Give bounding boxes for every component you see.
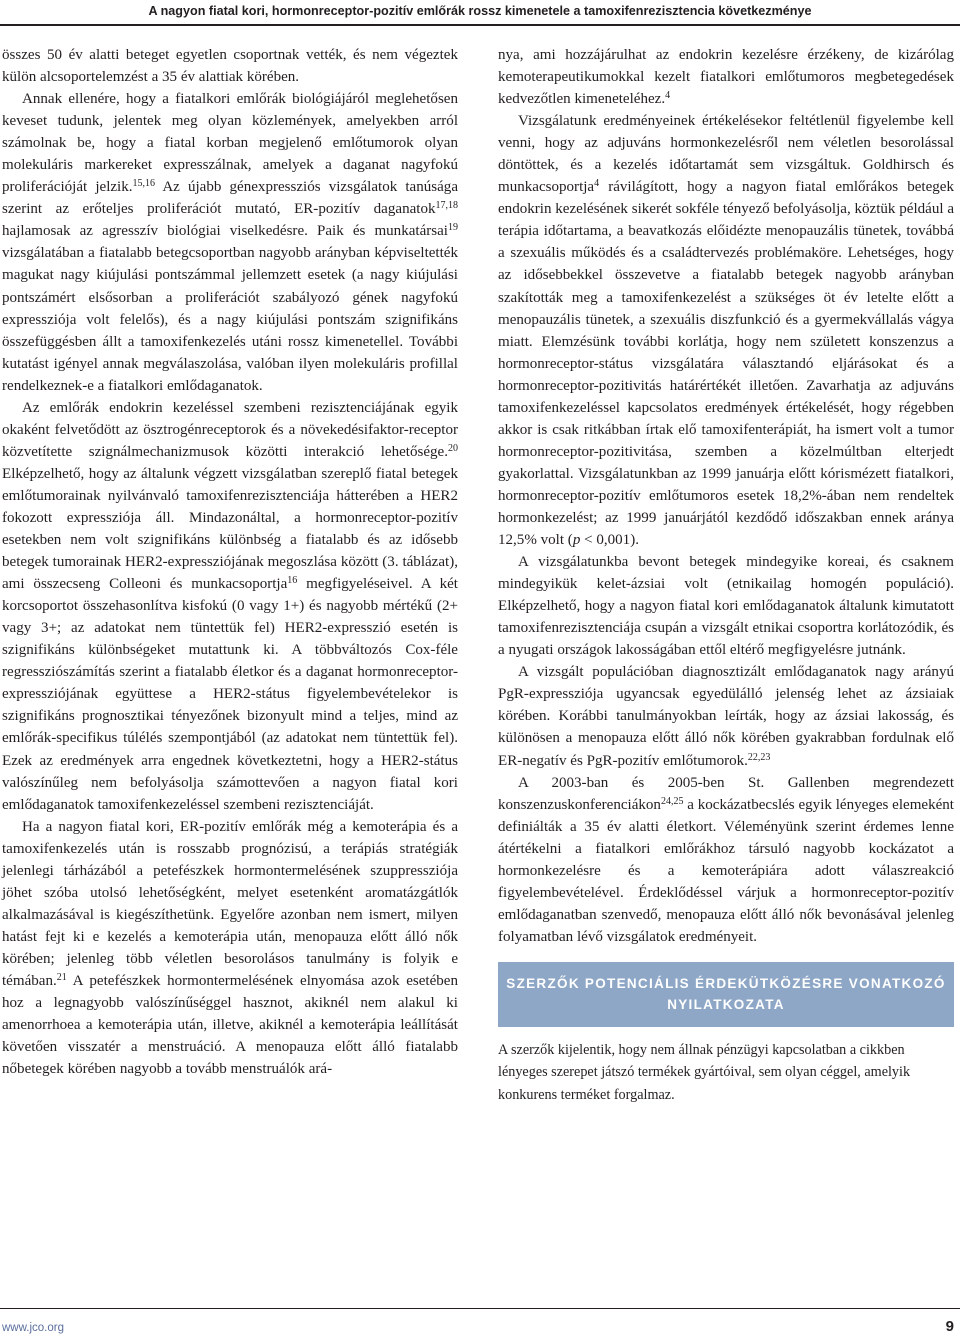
citation: 21 (56, 971, 67, 983)
citation: 4 (594, 178, 600, 190)
citation: 24,25 (660, 795, 684, 807)
right-column (498, 44, 954, 1106)
running-header (0, 0, 960, 26)
left-column (2, 44, 458, 1080)
citation: 17,18 (435, 200, 458, 212)
citation: 20 (448, 442, 458, 454)
footer-url[interactable]: www.jco.org (2, 1322, 64, 1334)
footer-divider (0, 1308, 960, 1309)
paragraph-endocrine-resistance: Az emlőrák endokrin kezeléssel szembeni rezisztenciájának egyik okaként felvetődött az ösztrogénreceptorok és a növekedésifaktor-receptor közvetítette szignálmechanizmusok közötti interakció lehetősége.$^{20}$ Elképzelhető, hogy az általunk végzett vizsgálatban szereplő fiatal betegek emlőtumorainak nyilvánvaló tamoxifenrezisztenciája hátterében a HER2 fokozott expressziója áll. Mindazonáltal, a hormonreceptor-pozitív esetekben nem volt szignifikáns különbség a fiatalabb és az idősebb betegek tumorainak HER2-expressziójának megoszlása között (3. táblázat), ami összecseng Colleoni és munkacsoportja$^{16}$ megfigyeléseivel. A két korcsoportot összehasonlítva kisfokú (0 vagy 1+) és nagyobb mértékű (2+ vagy 3+; az adatokat nem tüntettük fel) HER2-expresszió esetén is szignifikáns különbségeket mutattunk ki. A többváltozós Cox-féle regressziószámítás szerint a fiatalabb életkor és a daganat hormonreceptor-expressziójának együttese a HER2-státus figyelembevételekor is szignifikáns prognosztikai tényezőnek bizonyult mind a teljes, mind az emlőrák-specifikus túlélés szempontjából (az adatokat nem tüntettük fel). Ezek az eredmények arra engednek következtetni, hogy a HER2-státus valószínűleg nem befolyásolja számottevően a nagyon fiatal kori emlődaganatok tamoxifenkezeléssel szembeni rezisztenciáját. (2, 399, 458, 813)
page-number: 9 (945, 1318, 954, 1335)
citation: 4 (665, 90, 671, 102)
disclosure-statement: A szerzők kijelentik, hogy nem állnak pénzügyi kapcsolatban a cikkben lényeges szerepet játszó termékek gyártóival, sem olyan céggel, amelyik konkurens terméket forgalmaz. (498, 1041, 911, 1103)
paragraph-st-gallen: A 2003-ban és 2005-ben St. Gallenben megrendezett konszenzuskonferenciákon$^{24,25}$ a kockázatbecslés egyik lényeges elemeként definiálták a 35 év alatti életkort. Véleményünk szerint érdemes lenne átértékelni a fiatalkori emlőrákhoz társuló nagyobb kockázatot a hormonkezelésre és a kemoterápiára adott válaszreakció figyelembevételével. Érdeklődéssel várjuk a hormonreceptor-pozitív emlődaganatban szenvedő, menopauza előtt álló nők bevonásával jelenleg folyamatban lévő vizsgálatok eredményeit. (498, 774, 954, 945)
citation: 16 (287, 575, 298, 587)
p-value-symbol: p (572, 532, 581, 549)
running-title: A nagyon fiatal kori, hormonreceptor-pozitív emlőrák rossz kimenetele a tamoxifenrezisztencia következménye (148, 4, 812, 18)
paragraph-ovarian-suppression: Ha a nagyon fiatal kori, ER-pozitív emlőrák még a kemoterápia és a tamoxifenkezelés után is rosszabb prognózisú, a terápiás stratégiák jelenlegi tárházából a petefészkek hormontermelésének szuppressziója jöhet szóba utolsó lehetőségként, melyet esetenként aromatázgátlók alkalmazásával is kiegészíthetünk. Egyelőre azonban nem ismert, milyen hatást fejt ki e kezelés a kemoterápia után, menopauza előtt álló nők körében; jelenleg több véletlen besorolásos tanulmány is folyik e témában.$^{21}$ A petefészkek hormontermelésének elnyomása azok esetében hoz a legnagyobb valószínűséggel hasznot, akiknél nem alakul ki amenorrhoea a kemoterápia után, illetve, akiknél a kemoterápia leállítását követően visszatér a menstruáció. A menopauza előtt álló fiatalabb nőbetegek körében nagyobb a tovább menstruálók ará- (2, 818, 458, 1078)
citation: 15,16 (132, 178, 156, 190)
citation: 22,23 (747, 751, 771, 763)
citation: 19 (448, 222, 458, 234)
paragraph-molecular-markers: Annak ellenére, hogy a fiatalkori emlőrák biológiájáról meglehetősen keveset tudunk, jelentek meg olyan közlemények, amelyekben arról számolnak be, hogy a fiatal korban megjelenő emlőtumorok olyan molekuláris markereket expresszálnak, amelyek a daganat nagyfokú proliferációját jelzik.$^{15,16}$ Az újabb génexpressziós vizsgálatok tanúsága szerint az erőteljes proliferációt mutató, ER-pozitív daganatok$^{17,18}$ hajlamosak az agresszív biológiai viselkedésre. Paik és munkatársai$^{19}$ vizsgálatában a fiatalabb betegcsoportban nagyobb arányban képviseltették magukat nagy kiújulási pontszámmal jellemzett esetek (a nagy kiújulási pontszámért elsősorban a proliferációt szabályozó gének nagyfokú expressziója volt felelős), és a nagy kiújulási pontszám szignifikáns összefüggésben állt a tamoxifenkezelés utáni rossz kimenetellel. További kutatást igényel annak megválaszolása, valóban ilyen molekuláris profillal rendelkeznek-e a fiatalkori emlődaganatok. (2, 91, 458, 394)
paragraph-ethnicity: A vizsgálatunkba bevont betegek mindegyike koreai, és csaknem mindegyikük kelet-ázsiai volt (etnikailag homogén populáció). Elképzelhető, hogy a nagyon fiatal kori emlődaganatok általunk kimutatott tamoxifenrezisztenciája csupán a vizsgált etnikai csoportra korlátozódik, és a nyugati országok lakosságában ettől eltérő megfigyelésre jutnánk. (498, 554, 954, 659)
section-heading-conflict-of-interest: SZERZŐK POTENCIÁLIS ÉRDEKÜTKÖZÉSRE VONATKOZÓ NYILATKOZATA (498, 962, 954, 1027)
paragraph-continuation: nya, ami hozzájárulhat az endokrin kezelésre érzékeny, de kizárólag kemoterapeutikumokkal kezelt fiatalkori emlőtumoros megbetegedések kedvezőtlen kimeneteléhez.$^4$ (498, 47, 954, 108)
paragraph-continuation: összes 50 év alatti beteget egyetlen csoportnak vették, és nem végeztek külön alcsoportelemzést a 35 év alattiak körében. (2, 47, 458, 86)
paragraph-pgr-expression: A vizsgált populációban diagnosztizált emlődaganatok nagy arányú PgR-expressziója ugyancsak egyedülálló jelenség lehet az ázsiaiak körében. Korábbi tanulmányokban leírták, hogy az ázsiai lakosság, és különösen a menopauza előtt álló nők körében gyakrabban fordulnak elő ER-negatív és PgR-pozitív emlőtumorok.$^{22,23}$ (498, 664, 954, 769)
paragraph-limitations: Vizsgálatunk eredményeinek értékelésekor feltétlenül figyelembe kell venni, hogy az adjuváns hormonkezelésről nem véletlen besorolással döntöttek, és a kezelés időtartamát sem vizsgáltuk. Goldhirsch és munkacsoportja$^4$ rávilágított, hogy a nagyon fiatal emlőrákos betegek endokrin kezelésének sikerét sokféle tényező befolyásolja, köztük például a terápia időtartama, a beavatkozás előidézte menopauzális tünetek, továbbá a szexuális működés és a családtervezés problémaköre. Lehetséges, hogy az idősebbekkel összevetve a fiatalabb betegek nagyobb arányban szakították meg a tamoxifenkezelést a szükséges öt év letelte előtt a menopauzális tünetek, a szexuális diszfunkció és a gyermekvállalás vágya miatt. Elemzésünk további korlátja, hogy nem született konszenzus a hormonreceptor-státus vizsgálatára választandó eljárásokat és a hormonreceptor-pozitivitás határértékét illetően. Zavarhatja az adjuváns tamoxifenkezeléssel kapcsolatos eredmények értékelését, hogy régebben akkor is csak ritkábban írtak elő tamoxifenterápiát, ha ismert volt a tumor hormonreceptor-pozitivitása, szemben a közelmúltban elterjedt gyakorlattal. Vizsgálatunkban az 1999 januárja előtt kórismézett fiatalkori, hormonreceptor-pozitív emlőtumoros esetek 18,2%-ában nem rendeltek hormonkezelést; az 1999 januárjától kezdődő időszakban ennek aránya 12,5% volt (p < 0,001). (498, 113, 954, 549)
